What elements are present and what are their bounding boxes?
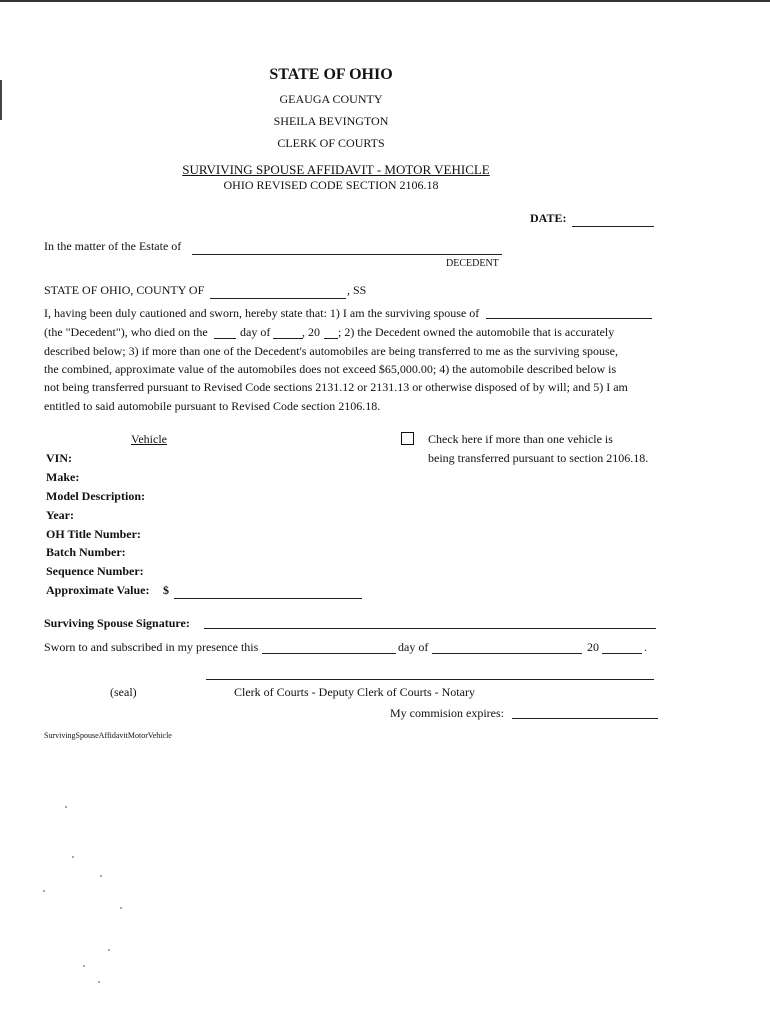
code-section: OHIO REVISED CODE SECTION 2106.18	[223, 178, 439, 192]
vehicle-heading: Vehicle	[131, 432, 167, 446]
make-label: Make:	[46, 470, 80, 484]
approx-value-field[interactable]	[174, 598, 362, 599]
estate-name-field[interactable]	[192, 254, 502, 255]
sworn-year-field[interactable]	[602, 653, 642, 654]
decedent-label: DECEDENT	[446, 258, 499, 269]
scan-edge	[0, 0, 770, 2]
scan-speck	[100, 875, 102, 877]
statement-line-2d: ; 2) the Decedent owned the automobile that is accurately	[338, 325, 615, 339]
county-label: STATE OF OHIO, COUNTY OF	[44, 283, 205, 297]
clerk-signature-field[interactable]	[206, 679, 654, 680]
death-day-field[interactable]	[214, 338, 236, 339]
ss-label: , SS	[347, 283, 367, 297]
statement-line-1: I, having been duly cautioned and sworn, hereby state that: 1) I am the surviving spouse of	[44, 306, 480, 320]
spouse-of-field[interactable]	[486, 318, 652, 319]
scan-speck	[65, 806, 67, 808]
check-label-2: being transferred pursuant to section 2106.18.	[428, 451, 649, 465]
sequence-number-label: Sequence Number:	[46, 564, 144, 578]
commission-field[interactable]	[512, 718, 658, 719]
vin-label: VIN:	[46, 451, 72, 465]
date-field[interactable]	[572, 226, 654, 227]
statement-line-5: not being transferred pursuant to Revised Code sections 2131.12 or 2131.13 or otherwise disposed of by will; and 5) I am	[44, 380, 628, 394]
death-month-field[interactable]	[273, 338, 303, 339]
year-label: Year:	[46, 508, 74, 522]
sworn-month-field[interactable]	[432, 653, 582, 654]
scan-speck	[43, 890, 45, 892]
statement-line-4: the combined, approximate value of the automobiles does not exceed $65,000.00; 4) the automobile described below is	[44, 362, 617, 376]
dollar-sign: $	[163, 583, 169, 597]
scan-speck	[72, 856, 74, 858]
statement-line-3: described below; 3) if more than one of the Decedent's automobiles are being transferred to me as the surviving spouse,	[44, 344, 618, 358]
batch-number-label: Batch Number:	[46, 545, 126, 559]
statement-line-2a: (the "Decedent"), who died on the	[44, 325, 208, 339]
form-title: SURVIVING SPOUSE AFFIDAVIT - MOTOR VEHICLE	[182, 162, 490, 177]
county-heading: GEAUGA COUNTY	[279, 92, 383, 106]
sworn-day-field[interactable]	[262, 653, 396, 654]
seal-label: (seal)	[110, 685, 137, 699]
file-name: SurvivingSpouseAffidavitMotorVehicle	[44, 731, 172, 740]
multiple-vehicle-checkbox[interactable]	[401, 432, 414, 445]
clerk-name: SHEILA BEVINGTON	[273, 114, 389, 128]
sworn-prefix: Sworn to and subscribed in my presence this	[44, 640, 259, 654]
scan-speck	[108, 949, 110, 951]
date-label: DATE:	[530, 211, 567, 225]
signature-label: Surviving Spouse Signature:	[44, 616, 190, 630]
signature-field[interactable]	[204, 628, 656, 629]
scan-speck	[98, 981, 100, 983]
death-year-field[interactable]	[324, 338, 338, 339]
clerk-title: CLERK OF COURTS	[277, 136, 385, 150]
statement-line-2c: , 20	[302, 325, 320, 339]
scan-speck	[120, 907, 122, 909]
state-heading: STATE OF OHIO	[269, 66, 393, 83]
sworn-period: .	[644, 640, 647, 654]
statement-line-2b: day of	[240, 325, 271, 339]
sworn-year-label: 20	[587, 640, 599, 654]
clerk-line-label: Clerk of Courts - Deputy Clerk of Courts - Notary	[234, 685, 475, 699]
title-number-label: OH Title Number:	[46, 527, 141, 541]
county-field[interactable]	[210, 298, 346, 299]
sworn-day-label: day of	[398, 640, 429, 654]
statement-line-6: entitled to said automobile pursuant to Revised Code section 2106.18.	[44, 399, 381, 413]
commission-label: My commision expires:	[390, 706, 504, 720]
model-label: Model Description:	[46, 489, 145, 503]
scan-speck	[83, 965, 85, 967]
approx-value-label: Approximate Value:	[46, 583, 150, 597]
check-label-1: Check here if more than one vehicle is	[428, 432, 613, 446]
estate-label: In the matter of the Estate of	[44, 239, 182, 253]
